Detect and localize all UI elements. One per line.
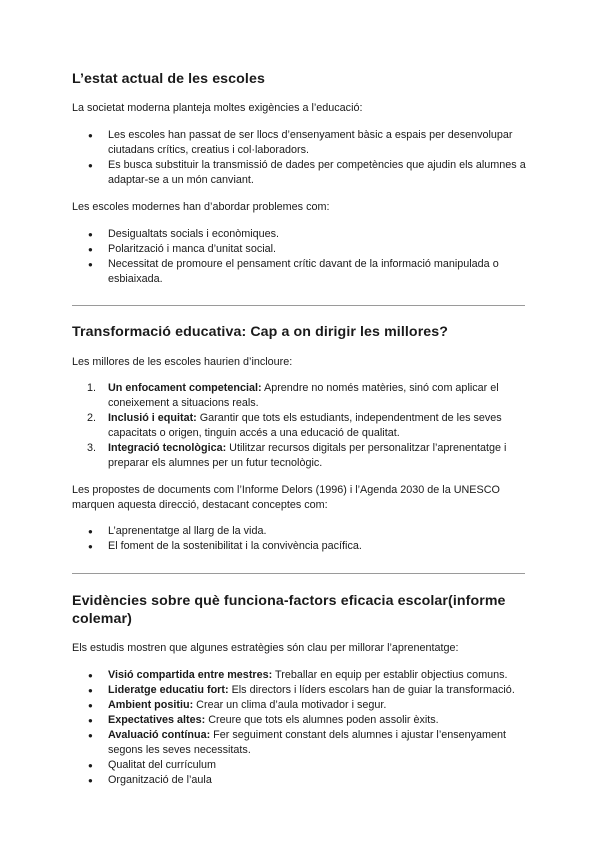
- list-item: ● Desigualtats socials i econòmiques.: [72, 227, 528, 242]
- bullet-list: [72, 668, 528, 788]
- list-item: ● Necessitat de promoure el pensament crític davant de la informació manipulada o esbiaixada.: [72, 257, 528, 287]
- section-title: Evidències sobre què funciona-factors eficacia escolar(informe colemar): [72, 593, 506, 627]
- list-item: ● Organització de l’aula: [72, 773, 528, 788]
- paragraph: Els estudis mostren que algunes estratègies són clau per millorar l’aprenentatge:: [72, 642, 459, 654]
- section-title: L’estat actual de les escoles: [72, 71, 265, 87]
- bullet-list: [72, 227, 528, 287]
- bullet-list: [72, 524, 528, 554]
- paragraph: Les millores de les escoles haurien d’incloure:: [72, 356, 293, 368]
- section-divider: [72, 573, 525, 574]
- paragraph: La societat moderna planteja moltes exigències a l’educació:: [72, 102, 363, 114]
- list-item: ● Expectatives altes: Creure que tots els alumnes poden assolir èxits.: [72, 713, 528, 728]
- section-current-state: [72, 70, 528, 287]
- list-item: ● Lideratge educatiu fort: Els directors i líders escolars han de guiar la transformació.: [72, 683, 528, 698]
- numbered-list: [72, 381, 528, 471]
- list-item: ● Les escoles han passat de ser llocs d’ensenyament bàsic a espais per desenvolupar ciutadans crítics, creatius i col·laboradors.: [72, 128, 528, 158]
- numbered-item: 3. Integració tecnològica: Utilitzar recursos digitals per personalitzar l’aprenentatge i preparar els alumnes per un futur tecnològic.: [87, 442, 507, 469]
- list-item: ● Visió compartida entre mestres: Treballar en equip per establir objectius comuns.: [72, 668, 528, 683]
- section-evidence: [72, 592, 528, 788]
- bullet-list: [72, 128, 528, 188]
- section-transformation: [72, 323, 528, 554]
- list-item: ● Ambient positiu: Crear un clima d’aula motivador i segur.: [72, 698, 528, 713]
- list-item: ● Polarització i manca d’unitat social.: [72, 242, 528, 257]
- numbered-item: 1. Un enfocament competencial: Aprendre no només matèries, sinó com aplicar el coneixement a situacions reals.: [87, 382, 499, 409]
- list-item: ● Es busca substituir la transmissió de dades per competències que ajudin els alumnes a adaptar-se a un món canviant.: [72, 158, 528, 188]
- list-item: ● Qualitat del currículum: [72, 758, 528, 773]
- section-divider: [72, 305, 525, 306]
- paragraph: Les escoles modernes han d’abordar problemes com:: [72, 201, 330, 213]
- list-item: ● L’aprenentatge al llarg de la vida.: [72, 524, 528, 539]
- list-item: ● El foment de la sostenibilitat i la convivència pacífica.: [72, 539, 528, 554]
- section-title: Transformació educativa: Cap a on dirigir les millores?: [72, 324, 449, 340]
- paragraph: Les propostes de documents com l’Informe Delors (1996) i l’Agenda 2030 de la UNESCO marquen aquesta direcció, destacant conceptes com:: [72, 484, 500, 511]
- numbered-item: 2. Inclusió i equitat: Garantir que tots els estudiants, independentment de les seves capacitats o origen, tinguin accés a una educació de qualitat.: [87, 412, 502, 439]
- list-item: ● Avaluació contínua: Fer seguiment constant dels alumnes i ajustar l’ensenyament segons les seves necessitats.: [72, 728, 528, 758]
